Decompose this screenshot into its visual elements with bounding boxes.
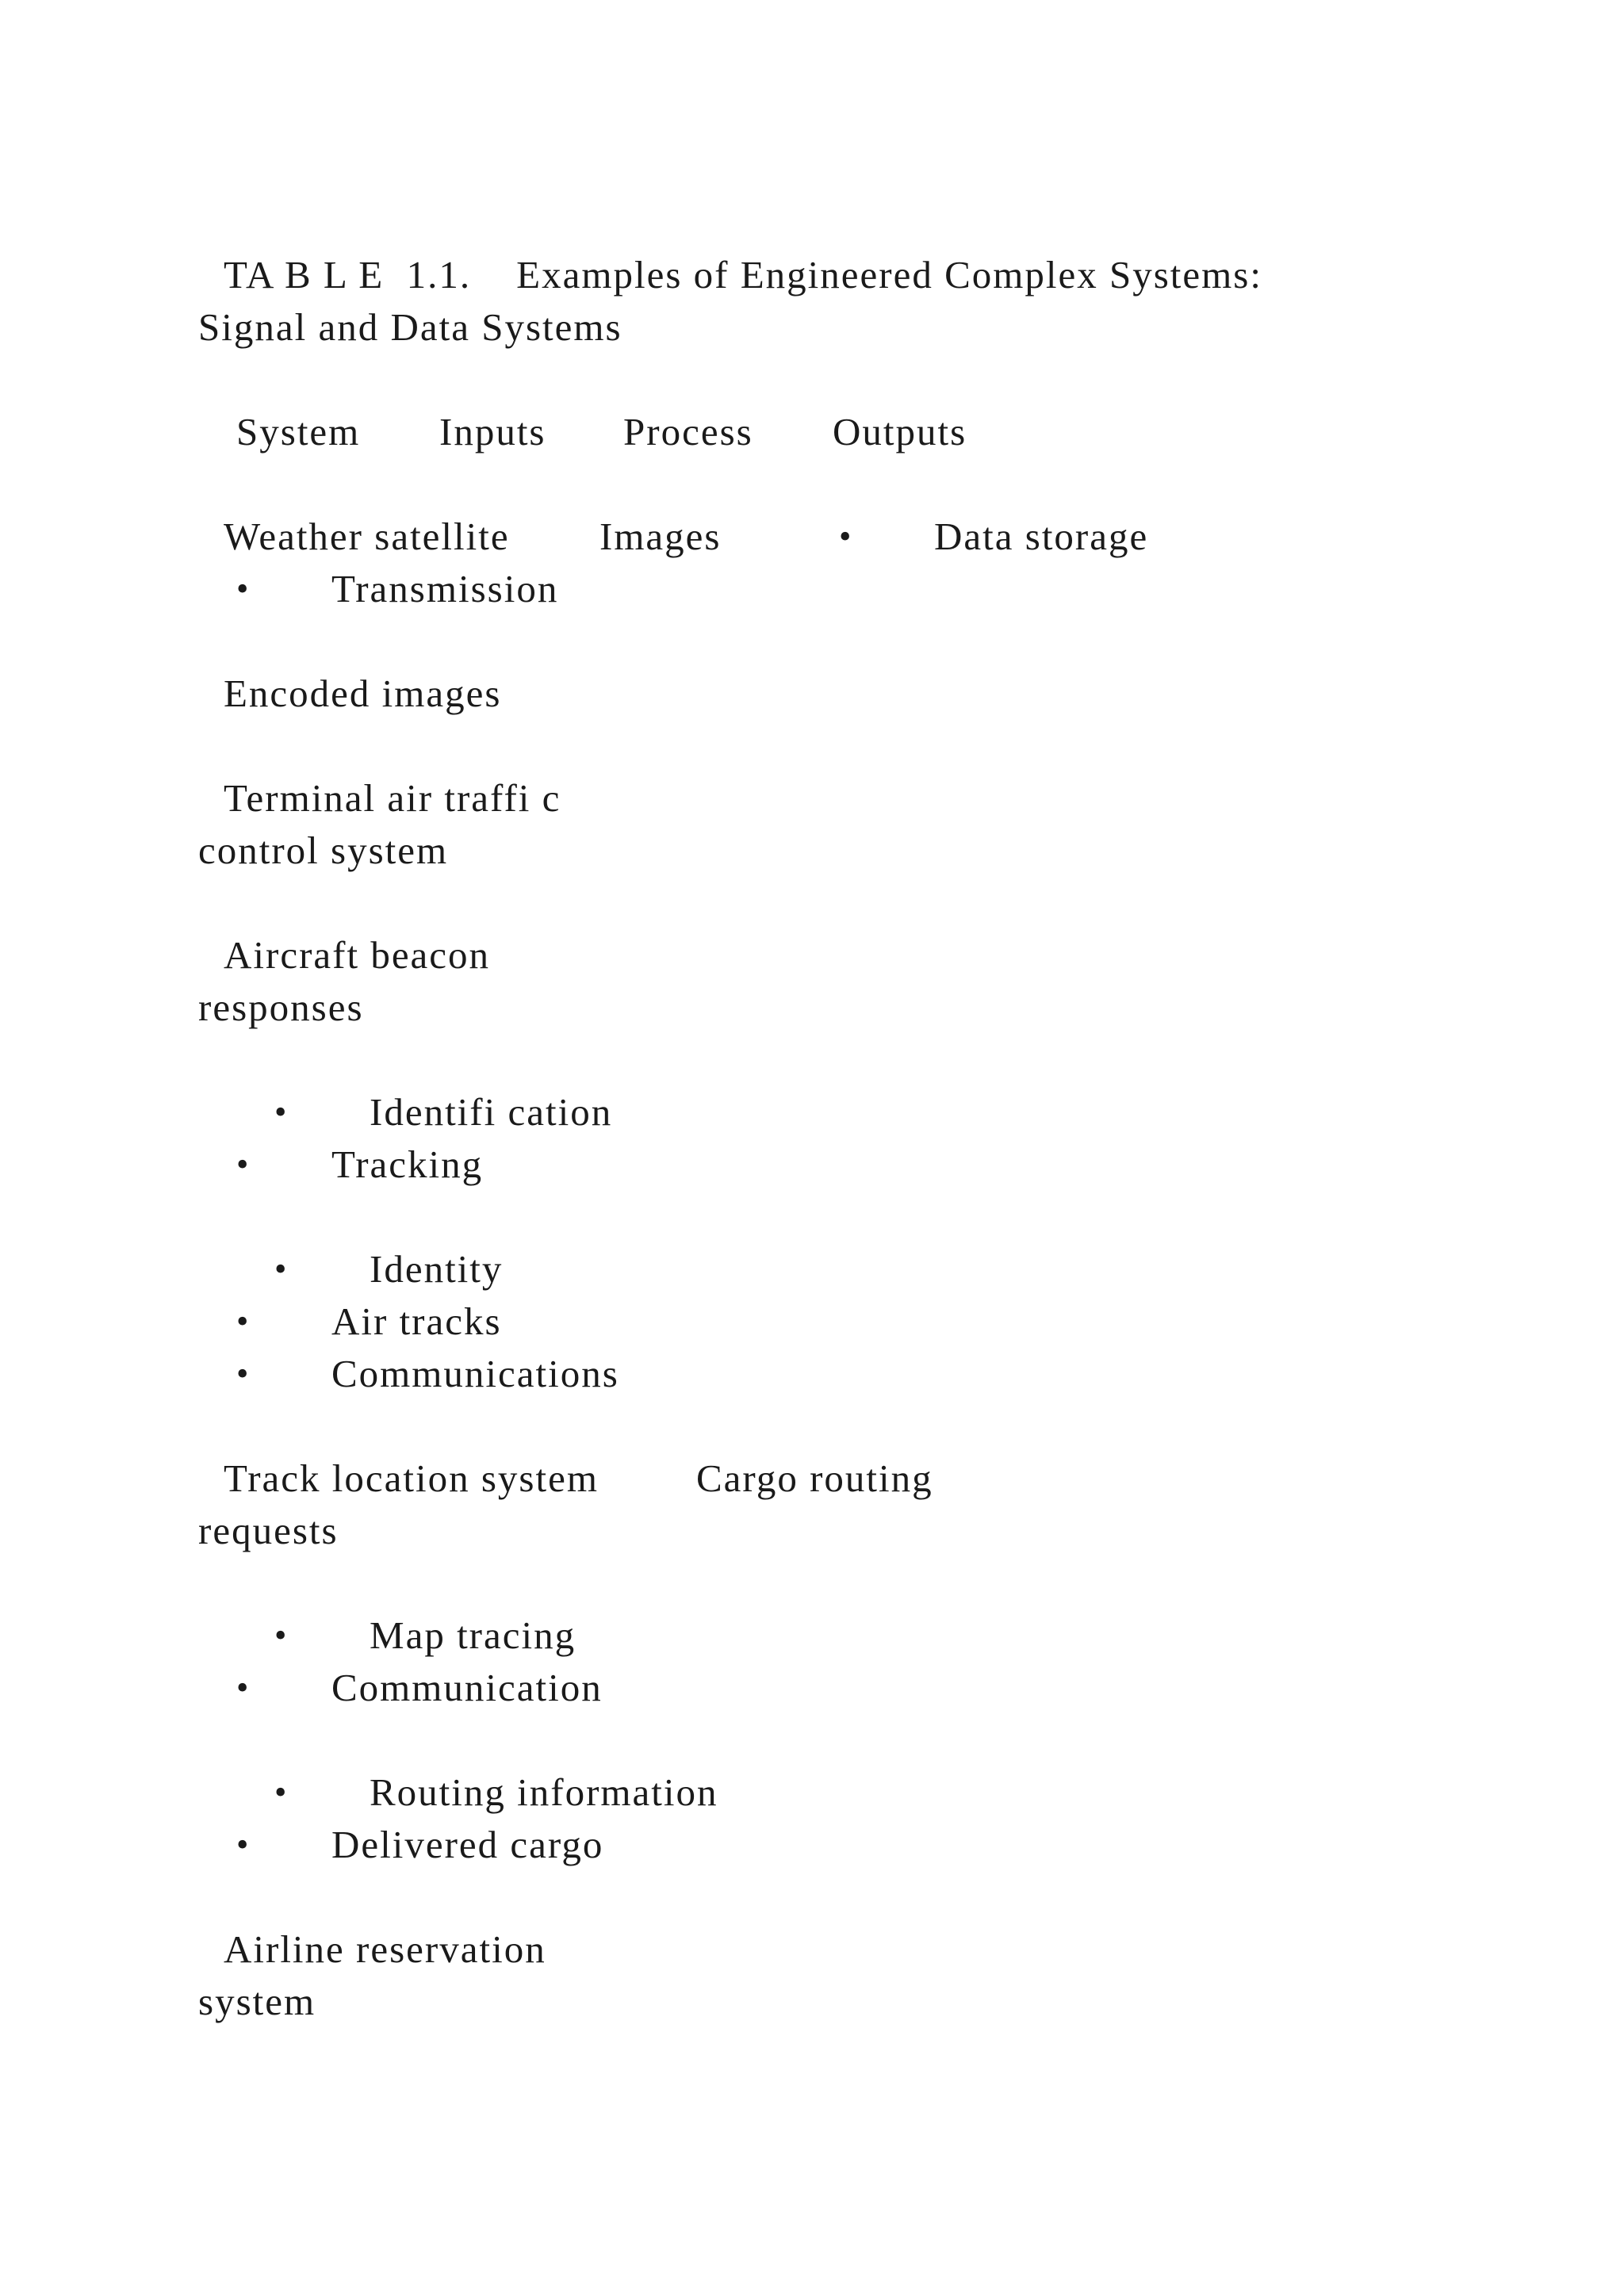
atc-input-line-2: responses (198, 985, 364, 1029)
bullet-icon: • (274, 1616, 287, 1655)
weather-output-encoded-images: Encoded images (224, 672, 502, 715)
track-output-delivered-cargo: Delivered cargo (331, 1823, 604, 1866)
atc-system-line-2: control system (198, 828, 449, 872)
bullet-icon: • (274, 1093, 287, 1131)
airline-system-line-1: Airline reservation (224, 1927, 546, 1971)
track-process-communication: Communication (331, 1666, 603, 1709)
atc-output-air-tracks: Air tracks (331, 1299, 502, 1343)
atc-input-line-1: Aircraft beacon (224, 933, 491, 977)
bullet-icon: • (236, 1302, 249, 1341)
table-title-line-1: TA B L E 1.1. Examples of Engineered Complex Systems: (224, 253, 1262, 297)
weather-system: Weather satellite (224, 515, 510, 558)
track-process-map-tracing: Map tracing (370, 1613, 576, 1657)
airline-system-line-2: system (198, 1980, 316, 2023)
track-output-routing-information: Routing information (370, 1770, 718, 1814)
atc-process-identification: Identifi cation (370, 1090, 613, 1134)
bullet-icon: • (236, 1668, 249, 1707)
track-system: Track location system (224, 1456, 599, 1500)
header-outputs: Outputs (833, 410, 967, 453)
bullet-icon: • (274, 1773, 287, 1812)
weather-input: Images (599, 515, 722, 558)
bullet-icon: • (236, 1354, 249, 1393)
header-process: Process (623, 410, 753, 453)
weather-process-transmission: Transmission (331, 567, 559, 610)
atc-system-line-1: Terminal air traffi c (224, 776, 561, 820)
atc-process-tracking: Tracking (331, 1142, 484, 1186)
track-input-line-1: Cargo routing (696, 1456, 933, 1500)
bullet-icon: • (236, 569, 249, 608)
atc-output-identity: Identity (370, 1247, 504, 1291)
atc-output-communications: Communications (331, 1352, 619, 1395)
weather-process-data-storage: Data storage (934, 515, 1149, 558)
header-inputs: Inputs (439, 410, 546, 453)
table-title-line-2: Signal and Data Systems (198, 305, 622, 349)
bullet-icon: • (236, 1145, 249, 1184)
track-input-line-2: requests (198, 1509, 339, 1552)
bullet-icon: • (274, 1249, 287, 1288)
bullet-icon: • (839, 517, 852, 556)
header-system: System (236, 410, 361, 453)
bullet-icon: • (236, 1825, 249, 1864)
